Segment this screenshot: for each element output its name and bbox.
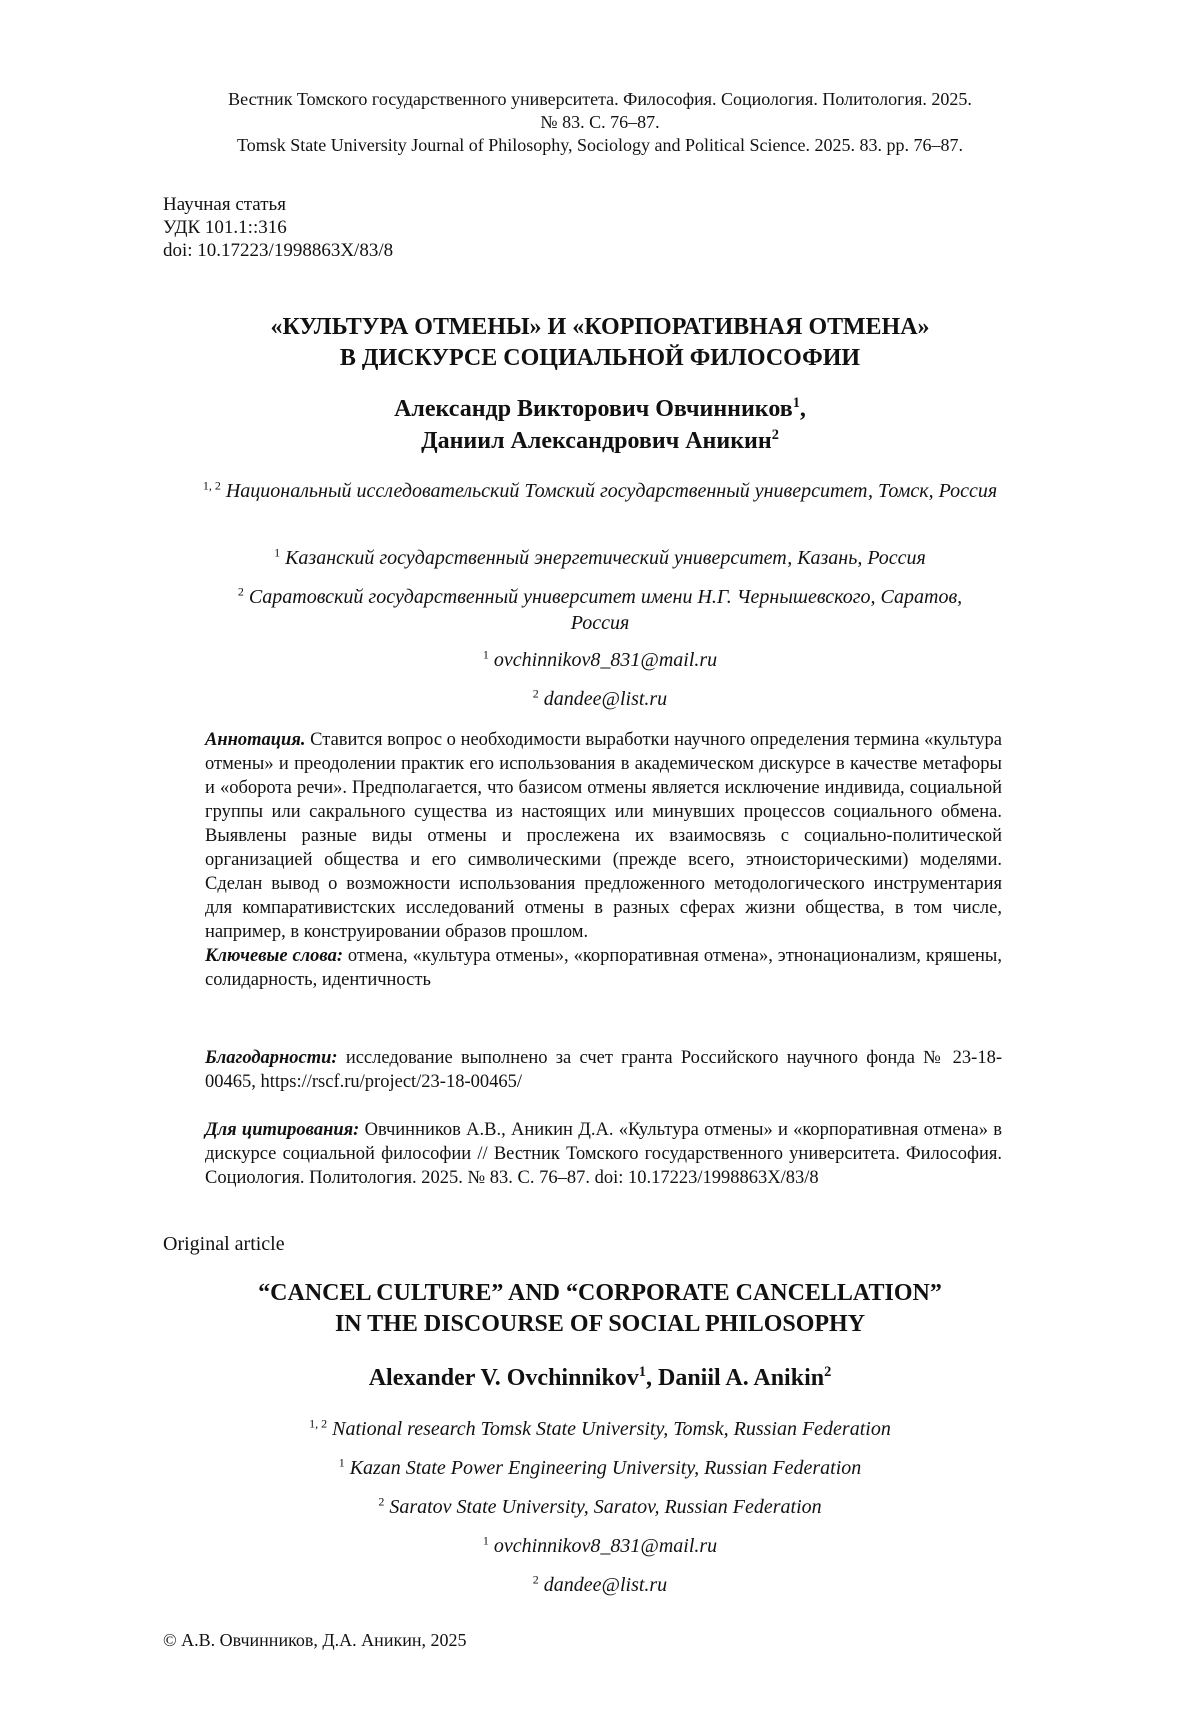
author-ru-2: [130, 425, 1070, 457]
affiliation-sup: 1: [482, 647, 489, 662]
affiliation-text: National research Tomsk State University, Tomsk, Russian Federation: [332, 1418, 891, 1440]
journal-header: [130, 88, 1070, 157]
author-ru-1: [130, 393, 1070, 425]
author-sup: 2: [824, 1364, 832, 1380]
author-name: Alexander V. Ovchinnikov: [368, 1365, 639, 1391]
abstract-text: Ставится вопрос о необходимости выработки научного определения термина «культура отмены» и преодолении практик его использования в академическом дискурсе в качестве метафоры и «оборота речи». Предполагается, что базисом отмены является исключение индивида, социальной группы или сакрального существа из настоящих или минувших процессов социального обмена. Выявлены разные виды отмены и прослежена их взаимосвязь с социально-политической организацией общества и его символическими (прежде всего, этноисторическими) моделями. Сделан вывод о возможности использования предложенного методологического инструментария для компаративистских исследований отмены в разных сферах жизни общества, в том числе, например, в конструировании образов прошлом.: [205, 730, 1002, 942]
email-text[interactable]: dandee@list.ru: [543, 1574, 668, 1596]
udk-code: УДК 101.1::316: [163, 217, 287, 238]
email-text[interactable]: dandee@list.ru: [543, 688, 668, 710]
journal-line-ru: Вестник Томского государственного университета. Философия. Социология. Политология. 2025.: [228, 89, 972, 109]
affiliation-text: Саратовский государственный университет имени Н.Г. Чернышевского, Саратов, Россия: [248, 586, 963, 634]
affiliation-en: [170, 1455, 1030, 1481]
affiliation-sup: 1: [274, 545, 281, 560]
affiliation-en: [170, 1416, 1030, 1442]
author-sup: 1: [792, 395, 800, 411]
affiliation-sup: 1, 2: [202, 478, 221, 493]
title-en-line: IN THE DISCOURSE OF SOCIAL PHILOSOPHY: [334, 1311, 866, 1337]
thanks-text: исследование выполнено за счет гранта Российского научного фонда № 23-18-00465, https://rscf.ru/project/23-18-00465/: [205, 1048, 1002, 1092]
email-ru: [170, 647, 1030, 673]
authors-ru: [130, 393, 1070, 457]
abstract: [205, 728, 1002, 944]
abstract-label: Аннотация.: [205, 730, 306, 750]
email-en: [170, 1572, 1030, 1598]
affiliation-sup: 2: [237, 584, 244, 599]
email-ru: [170, 686, 1030, 712]
title-ru: [130, 312, 1070, 374]
affiliation-en: [170, 1494, 1030, 1520]
affiliation-sup: 1: [338, 1455, 345, 1470]
affiliation-sup: 2: [532, 1572, 539, 1587]
affiliation-sup: 1: [482, 1533, 489, 1548]
affiliation-text: Kazan State Power Engineering University, Russian Federation: [349, 1457, 862, 1479]
abstract-block: [205, 728, 1002, 992]
journal-line-en: Tomsk State University Journal of Philosophy, Sociology and Political Science. 2025. 83. pp. 76–87.: [236, 135, 963, 155]
doi: doi: 10.17223/1998863X/83/8: [163, 240, 394, 261]
title-en: [130, 1278, 1070, 1340]
thanks-label: Благодарности:: [205, 1048, 338, 1068]
author-sup: 1: [638, 1364, 646, 1380]
affiliation-text: Казанский государственный энергетический университет, Казань, Россия: [285, 547, 926, 569]
acknowledgements: [205, 1046, 1002, 1094]
article-type: Научная статья: [163, 194, 286, 215]
affiliation-ru: [230, 584, 970, 636]
affiliation-text: Saratov State University, Saratov, Russian Federation: [389, 1496, 822, 1518]
copyright: © А.В. Овчинников, Д.А. Аникин, 2025: [163, 1630, 467, 1650]
author-separator: ,: [646, 1365, 658, 1391]
affiliation-text: Национальный исследовательский Томский государственный университет, Томск, Россия: [225, 480, 998, 502]
citation: [205, 1118, 1002, 1190]
author-name: Даниил Александрович Аникин: [421, 428, 772, 454]
keywords: [205, 944, 1002, 992]
article-meta: [163, 193, 393, 262]
cite-label: Для цитирования:: [205, 1120, 360, 1140]
author-sup: 2: [771, 427, 779, 443]
author-name: Daniil A. Anikin: [658, 1365, 825, 1391]
affiliation-ru: [170, 545, 1030, 571]
email-text[interactable]: ovchinnikov8_831@mail.ru: [493, 649, 718, 671]
authors-en: [130, 1362, 1070, 1394]
email-en: [170, 1533, 1030, 1559]
keywords-text: отмена, «культура отмены», «корпоративная отмена», этнонационализм, кряшены, солидарность, идентичность: [205, 946, 1002, 990]
author-name: Александр Викторович Овчинников: [394, 396, 793, 422]
title-ru-line: В ДИСКУРСЕ СОЦИАЛЬНОЙ ФИЛОСОФИИ: [339, 345, 861, 371]
affiliation-sup: 1, 2: [309, 1416, 328, 1431]
author-separator: ,: [799, 396, 806, 422]
email-text[interactable]: ovchinnikov8_831@mail.ru: [493, 1535, 718, 1557]
affiliation-sup: 2: [532, 686, 539, 701]
affiliation-ru: [170, 478, 1030, 504]
article-type-en: Original article: [163, 1233, 285, 1255]
cite-text: Овчинников А.В., Аникин Д.А. «Культура отмены» и «корпоративная отмена» в дискурсе социальной философии // Вестник Томского государственного университета. Философия. Социология. Политология. 2025. № 83. С. 76–87. doi: 10.17223/1998863X/83/8: [205, 1120, 1003, 1188]
journal-issue-ru: № 83. С. 76–87.: [540, 112, 660, 132]
affiliation-sup: 2: [378, 1494, 385, 1509]
title-ru-line: «КУЛЬТУРА ОТМЕНЫ» И «КОРПОРАТИВНАЯ ОТМЕНА»: [270, 314, 930, 340]
title-en-line: “CANCEL CULTURE” AND “CORPORATE CANCELLATION”: [258, 1280, 942, 1306]
keywords-label: Ключевые слова:: [205, 946, 343, 966]
